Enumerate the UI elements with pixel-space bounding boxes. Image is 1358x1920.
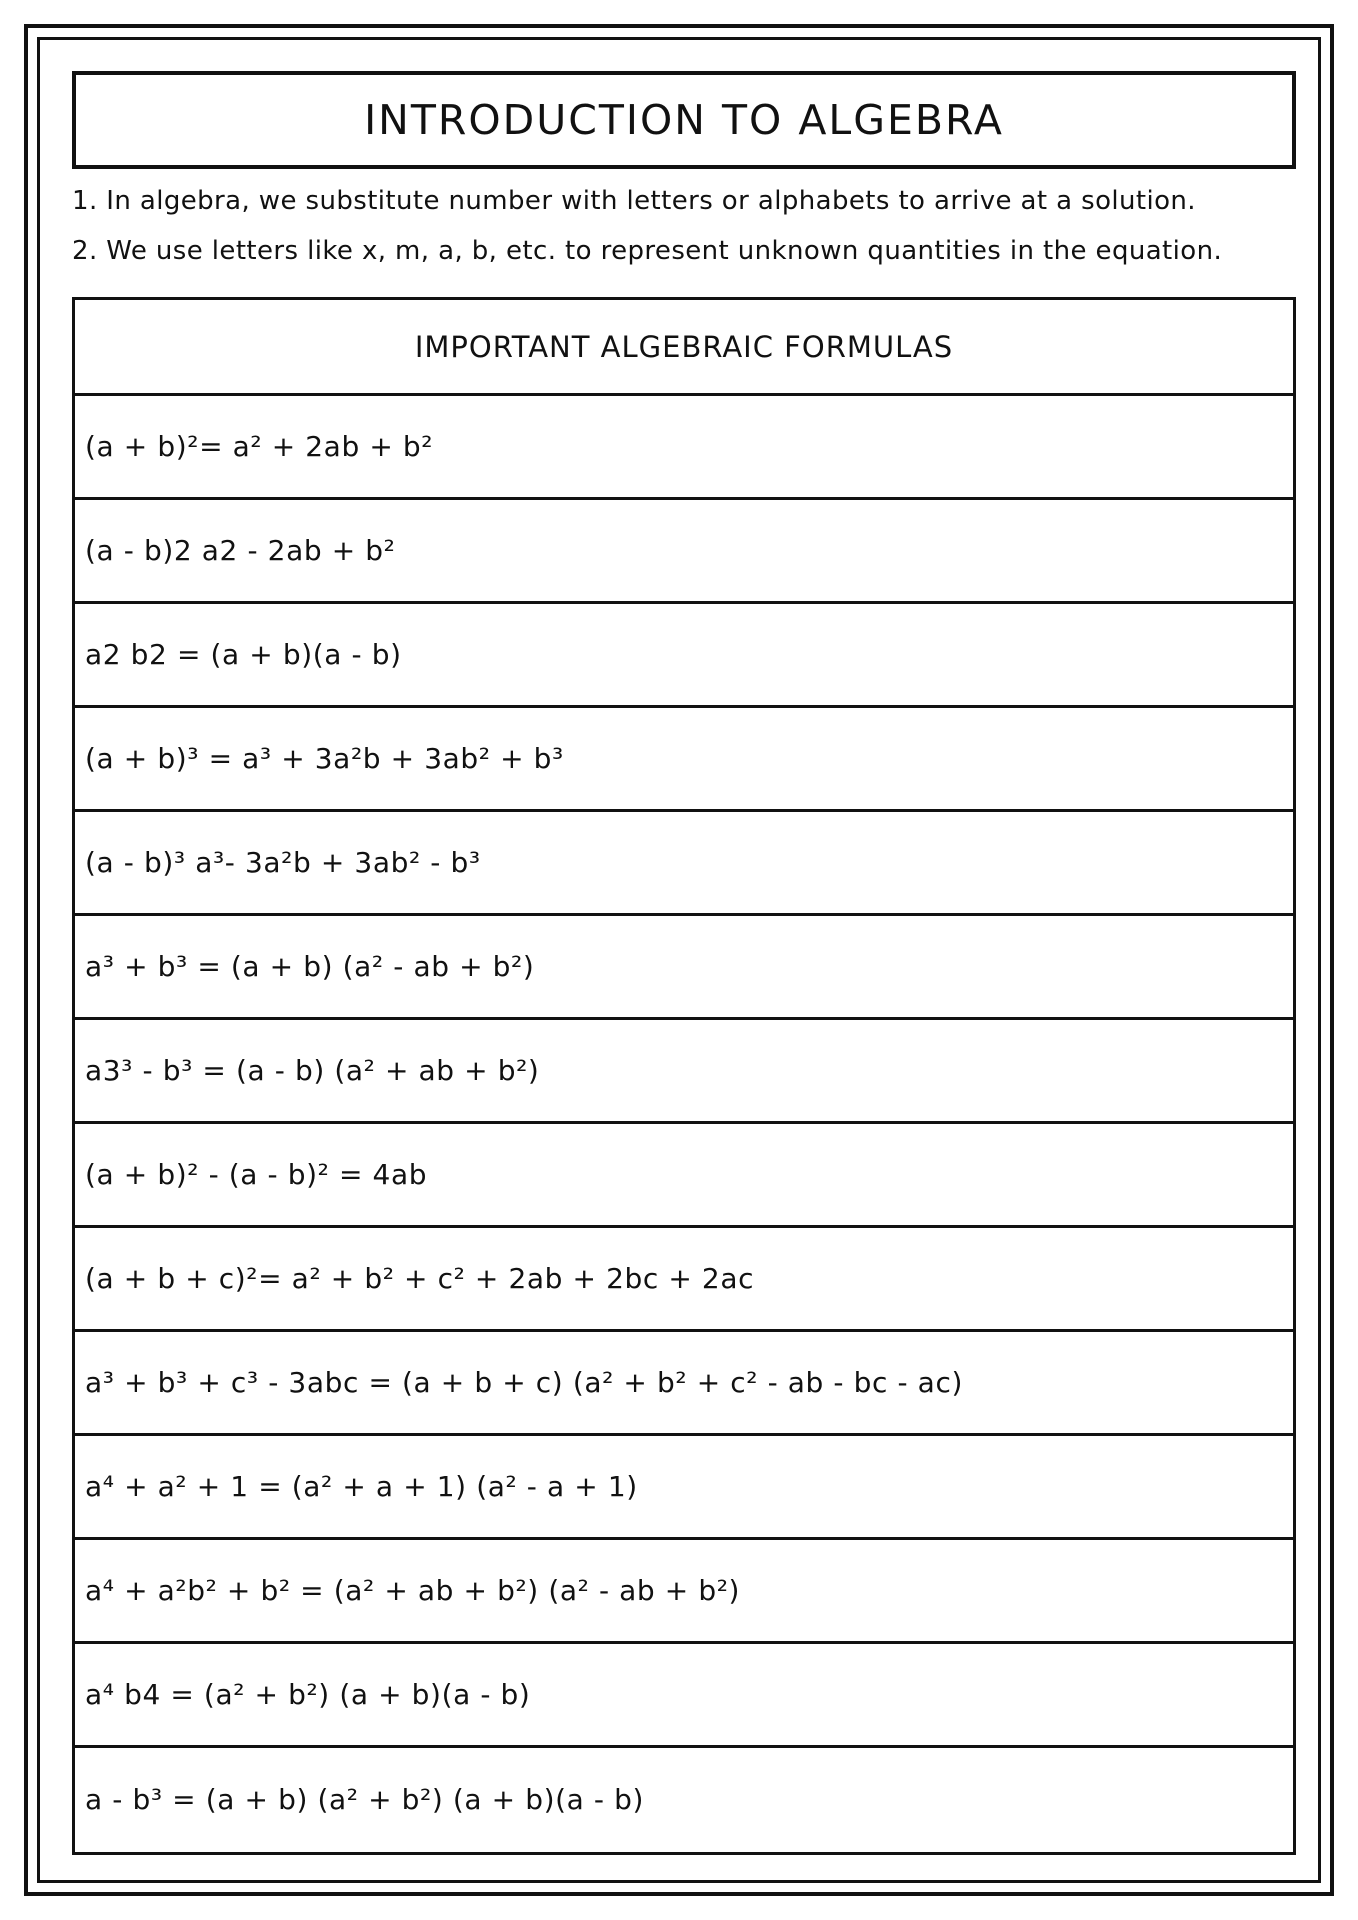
formula-row bbox=[75, 1436, 1293, 1540]
formula-row bbox=[75, 1228, 1293, 1332]
formula-row bbox=[75, 1644, 1293, 1748]
formula-text: (a - b)³ a³- 3a²b + 3ab² - b³ bbox=[85, 846, 481, 879]
formula-row bbox=[75, 500, 1293, 604]
formula-text: a2 b2 = (a + b)(a - b) bbox=[85, 638, 402, 671]
formula-row bbox=[75, 604, 1293, 708]
formula-text: (a + b)²= a² + 2ab + b² bbox=[85, 430, 434, 463]
formula-text: a³ + b³ = (a + b) (a² - ab + b²) bbox=[85, 950, 535, 983]
formula-row bbox=[75, 1124, 1293, 1228]
table-header bbox=[75, 300, 1293, 396]
formula-text: a⁴ + a² + 1 = (a² + a + 1) (a² - a + 1) bbox=[85, 1470, 638, 1503]
formula-row bbox=[75, 1020, 1293, 1124]
page-title: INTRODUCTION TO ALGEBRA bbox=[364, 96, 1004, 144]
title-box bbox=[72, 71, 1296, 169]
formula-text: (a + b)³ = a³ + 3a²b + 3ab² + b³ bbox=[85, 742, 564, 775]
table-header-label: IMPORTANT ALGEBRAIC FORMULAS bbox=[414, 329, 954, 364]
formula-row bbox=[75, 1748, 1293, 1851]
formula-text: a⁴ b4 = (a² + b²) (a + b)(a - b) bbox=[85, 1678, 531, 1711]
formula-text: (a + b)² - (a - b)² = 4ab bbox=[85, 1158, 428, 1191]
formula-row bbox=[75, 916, 1293, 1020]
formula-text: a - b³ = (a + b) (a² + b²) (a + b)(a - b) bbox=[85, 1783, 644, 1816]
formula-row bbox=[75, 708, 1293, 812]
formula-row bbox=[75, 396, 1293, 500]
intro-line-1: 1. In algebra, we substitute number with letters or alphabets to arrive at a solution. bbox=[72, 186, 1196, 216]
formula-row bbox=[75, 1332, 1293, 1436]
formula-text: (a - b)2 a2 - 2ab + b² bbox=[85, 534, 396, 567]
formula-text: a³ + b³ + c³ - 3abc = (a + b + c) (a² + b² + c² - ab - bc - ac) bbox=[85, 1366, 963, 1399]
formula-table bbox=[72, 297, 1296, 1855]
intro-line-2: 2. We use letters like x, m, a, b, etc. to represent unknown quantities in the equation. bbox=[72, 236, 1223, 266]
formula-row bbox=[75, 1540, 1293, 1644]
formula-row bbox=[75, 812, 1293, 916]
formula-text: a⁴ + a²b² + b² = (a² + ab + b²) (a² - ab + b²) bbox=[85, 1574, 741, 1607]
formula-text: a3³ - b³ = (a - b) (a² + ab + b²) bbox=[85, 1054, 540, 1087]
formula-text: (a + b + c)²= a² + b² + c² + 2ab + 2bc + 2ac bbox=[85, 1262, 755, 1295]
